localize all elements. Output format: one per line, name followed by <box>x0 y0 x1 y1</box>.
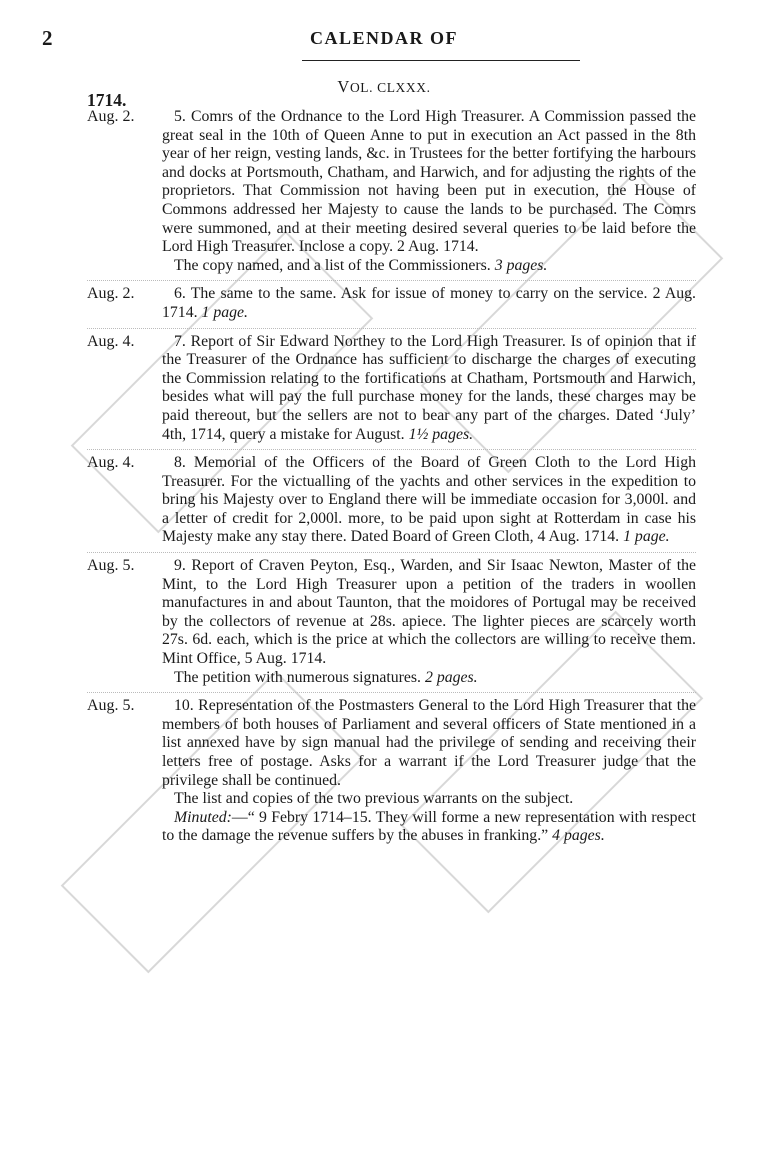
year-label: 1714. <box>87 90 127 110</box>
entry-text: 7. Report of Sir Edward Northey to the Lord High Treasurer. Is of opinion that if the Treasurer of the Ordnance has sufficient to discharge the charges of executing the Commission relating to the fortifications at Chatham, Portsmouth and Harwich, besides what will pay the full purchase money for the lands, these charges may be paid thereout, but the sellers are not to bear any part of the charges. Dated ‘July’ 4th, 1714, query a mistake for August. 1½ pages. <box>162 332 696 443</box>
entry-date: Aug. 5. <box>87 557 135 575</box>
entry-date: Aug. 4. <box>87 332 135 350</box>
entry-divider <box>87 552 696 553</box>
volume-rest: OL. CLXXX. <box>349 80 431 95</box>
minuted-label: Minuted: <box>174 808 232 826</box>
entry-date: Aug. 5. <box>87 697 135 715</box>
entry-divider <box>87 280 696 281</box>
calendar-entry <box>0 333 768 445</box>
entry-body <box>162 697 696 846</box>
entry-body <box>162 285 696 322</box>
page-title: CALENDAR OF <box>309 28 458 48</box>
entry-text: 8. Memorial of the Officers of the Board of Green Cloth to the Lord High Treasurer. For the victualling of the yachts and other services in the expedition to bring his Majesty over to England there will be immediate occasion for 3,000l. and a letter of credit for 2,000l. more, to be paid upon sight at Rotterdam in case his Majesty make any stay there. Dated Board of Green Cloth, 4 Aug. 1714. 1 page. <box>162 454 696 546</box>
entry-body <box>162 108 696 275</box>
calendar-entry <box>0 285 768 322</box>
page-number: 2 <box>42 26 53 50</box>
calendar-entry <box>0 697 768 846</box>
entry-divider <box>87 692 696 693</box>
header-rule <box>302 60 580 61</box>
entry-date: Aug. 4. <box>87 454 135 472</box>
entry-body <box>162 454 696 547</box>
page-count: 1 page. <box>201 303 249 321</box>
calendar-entry <box>0 108 768 275</box>
entry-text: 9. Report of Craven Peyton, Esq., Warden, and Sir Isaac Newton, Master of the Mint, to the Lord High Treasurer upon a petition of the traders in woollen manufactures in and about Taunton, that the moidores of Portugal may be received by the collectors of revenue at 28s. apiece. The lighter pieces are scarcely worth 27s. 6d. each, which is the price at which the collectors are willing to receive them. Mint Office, 5 Aug. 1714. <box>162 557 696 668</box>
entry-divider <box>87 328 696 329</box>
entry-date: Aug. 2. <box>87 285 135 303</box>
entry-minute: Minuted:—“ 9 Febry 1714–15. They will forme a new representation with respect to the damage the revenue suffers by the abuses in franking.” 4 pages. <box>162 808 696 845</box>
entry-enclosure-note: The copy named, and a list of the Commissioners. 3 pages. <box>174 256 548 274</box>
entry-text: 5. Comrs of the Ordnance to the Lord High Treasurer. A Commission passed the great seal in the 10th of Queen Anne to put in execution an Act passed in the 8th year of her reign, vesting lands, &c. in Trustees for the better fortifying the harbours and docks at Portsmouth, Chatham, and Harwich, and for adjusting the rights of the proprietors. That Commission not having been put in execution, the House of Commons addressed her Majesty to cause the lands to be purchased. The Comrs were summoned, and at their meeting desired several queries to be laid before the Lord High Treasurer. Inclose a copy. 2 Aug. 1714. <box>162 108 696 256</box>
entry-body <box>162 333 696 445</box>
running-head <box>0 26 768 52</box>
page-count: 1 page. <box>623 528 670 546</box>
calendar-entry <box>0 557 768 687</box>
page-count: 2 pages. <box>424 668 478 686</box>
page-count: 3 pages. <box>494 256 548 274</box>
page-count: 1½ pages. <box>408 425 474 443</box>
entry-divider <box>87 449 696 450</box>
calendar-entries <box>0 108 768 856</box>
entry-body <box>162 557 696 687</box>
entry-enclosure-note: The petition with numerous signatures. 2 pages. <box>174 668 478 686</box>
volume-prefix: V <box>337 77 350 96</box>
entry-date: Aug. 2. <box>87 108 135 125</box>
page-count: 4 pages. <box>552 827 605 845</box>
entry-text: 10. Representation of the Postmasters General to the Lord High Treasurer that the members of both houses of Parliament and several officers of State mentioned in a list annexed have by sign manual had the privilege of sending and receiving their letters free of postage. Asks for a warrant if the Lord Treasurer judge that the privilege shall be continued. <box>162 697 696 789</box>
calendar-entry <box>0 454 768 547</box>
entry-text: 6. The same to the same. Ask for issue of money to carry on the service. 2 Aug. 1714. 1 page. <box>162 285 696 321</box>
entry-enclosure-note: The list and copies of the two previous warrants on the subject. <box>174 790 574 808</box>
